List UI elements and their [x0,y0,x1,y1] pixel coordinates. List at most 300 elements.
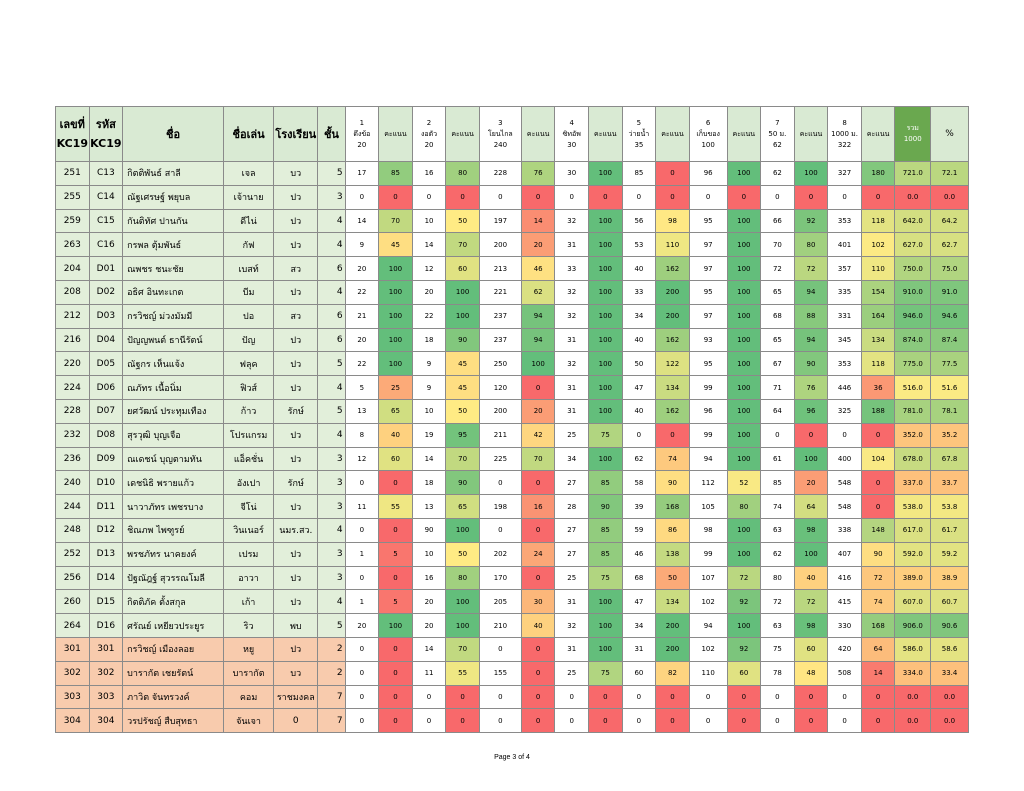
cell-score: 0 [521,661,555,685]
cell-raw: 0 [345,685,379,709]
cell-total: 906.0 [895,614,931,638]
cell-score: 122 [656,352,690,376]
cell-raw: 99 [689,542,727,566]
cell-score: 85 [589,471,623,495]
cell-raw: 96 [689,162,727,186]
table-row [56,495,969,519]
cell-raw: 20 [412,280,446,304]
cell-percent: 77.5 [931,352,969,376]
cell-score: 92 [727,590,761,614]
cell-raw: 40 [622,399,656,423]
cell-code: C13 [89,162,123,186]
cell-score: 45 [379,233,413,257]
cell-school: ปว [274,328,318,352]
cell-raw: 22 [345,280,379,304]
cell-total: 334.0 [895,661,931,685]
cell-id: 220 [56,352,90,376]
cell-score: 118 [861,352,895,376]
cell-raw: 120 [479,376,521,400]
cell-raw: 61 [761,447,795,471]
table-row [56,685,969,709]
cell-raw: 420 [828,637,862,661]
page-footer: Page 3 of 4 [494,754,530,761]
header-score-4: คะแนน [589,107,623,162]
cell-score: 0 [794,709,828,733]
cell-raw: 68 [622,566,656,590]
cell-name: ณภัทร เนื้อนิ่ม [123,376,224,400]
cell-score: 100 [794,542,828,566]
cell-nickname: บีม [223,280,273,304]
cell-raw: 66 [761,209,795,233]
cell-raw: 70 [761,233,795,257]
cell-score: 70 [379,209,413,233]
cell-raw: 22 [412,304,446,328]
cell-raw: 0 [345,185,379,209]
cell-nickname: คอม [223,685,273,709]
header-score-3: คะแนน [521,107,555,162]
cell-raw: 353 [828,352,862,376]
cell-school: สว [274,257,318,281]
header-school: โรงเรียน [274,107,318,162]
cell-total: 352.0 [895,423,931,447]
cell-score: 100 [589,352,623,376]
cell-score: 98 [794,614,828,638]
cell-id: 236 [56,447,90,471]
cell-school: ปว [274,495,318,519]
cell-raw: 0 [345,471,379,495]
cell-score: 100 [727,376,761,400]
cell-score: 100 [727,162,761,186]
cell-name: ศรัณย์ เหยียวประยูร [123,614,224,638]
cell-score: 0 [656,162,690,186]
cell-raw: 31 [555,376,589,400]
cell-score: 70 [446,637,480,661]
cell-grade: 4 [318,376,345,400]
cell-raw: 250 [479,352,521,376]
cell-score: 138 [656,542,690,566]
cell-raw: 99 [689,376,727,400]
cell-nickname: ฟิวส์ [223,376,273,400]
cell-percent: 35.2 [931,423,969,447]
cell-score: 64 [794,495,828,519]
cell-score: 75 [589,661,623,685]
cell-raw: 0 [345,661,379,685]
cell-score: 76 [521,162,555,186]
cell-score: 100 [589,233,623,257]
cell-score: 94 [521,328,555,352]
cell-score: 110 [656,233,690,257]
cell-score: 20 [521,399,555,423]
cell-raw: 14 [412,447,446,471]
cell-raw: 105 [689,495,727,519]
cell-total: 721.0 [895,162,931,186]
cell-raw: 200 [479,399,521,423]
cell-raw: 13 [412,495,446,519]
cell-raw: 17 [345,162,379,186]
cell-score: 80 [446,162,480,186]
cell-score: 14 [521,209,555,233]
cell-score: 0 [521,709,555,733]
cell-code: C15 [89,209,123,233]
cell-score: 0 [446,709,480,733]
table-row [56,637,969,661]
cell-id: 303 [56,685,90,709]
cell-score: 102 [861,233,895,257]
cell-name: กรพล ตุ้มพันธ์ [123,233,224,257]
header-total: รวม 1000 [895,107,931,162]
cell-score: 16 [521,495,555,519]
cell-raw: 95 [689,209,727,233]
cell-raw: 400 [828,447,862,471]
header-event-6: 6 เก็บของ 100 [689,107,727,162]
cell-raw: 0 [622,185,656,209]
cell-raw: 548 [828,471,862,495]
cell-raw: 237 [479,304,521,328]
header-id: เลขที่ KC19 [56,107,90,162]
cell-raw: 20 [345,328,379,352]
header-score-1: คะแนน [379,107,413,162]
cell-score: 100 [589,447,623,471]
cell-score: 75 [589,566,623,590]
table-row [56,233,969,257]
cell-id: 264 [56,614,90,638]
cell-score: 162 [656,257,690,281]
cell-raw: 47 [622,376,656,400]
cell-raw: 0 [622,709,656,733]
cell-raw: 401 [828,233,862,257]
cell-total: 337.0 [895,471,931,495]
cell-raw: 98 [689,518,727,542]
cell-raw: 221 [479,280,521,304]
cell-raw: 331 [828,304,862,328]
cell-raw: 0 [345,637,379,661]
table-row [56,471,969,495]
cell-name: ณเดชน์ บุญตามทัน [123,447,224,471]
cell-score: 100 [727,518,761,542]
cell-score: 52 [727,471,761,495]
header-score-7: คะแนน [794,107,828,162]
cell-score: 0 [727,709,761,733]
table-row [56,590,969,614]
cell-score: 0 [727,185,761,209]
cell-score: 70 [446,447,480,471]
header-event-7: 7 50 ม. 62 [761,107,795,162]
cell-raw: 34 [622,614,656,638]
cell-score: 72 [861,566,895,590]
cell-score: 85 [379,162,413,186]
cell-score: 0 [861,685,895,709]
cell-name: นาวาภัทร เพชรบาง [123,495,224,519]
cell-percent: 33.4 [931,661,969,685]
table-row [56,376,969,400]
cell-raw: 59 [622,518,656,542]
cell-school: บว [274,661,318,685]
cell-score: 0 [861,423,895,447]
cell-score: 50 [446,542,480,566]
cell-score: 0 [521,518,555,542]
cell-code: D11 [89,495,123,519]
cell-score: 100 [379,257,413,281]
cell-score: 100 [727,447,761,471]
cell-raw: 0 [761,685,795,709]
table-row [56,447,969,471]
cell-code: D13 [89,542,123,566]
cell-raw: 74 [761,495,795,519]
cell-score: 24 [521,542,555,566]
cell-score: 62 [521,280,555,304]
cell-score: 200 [656,304,690,328]
cell-total: 627.0 [895,233,931,257]
cell-percent: 64.2 [931,209,969,233]
cell-name: กรวิชญ์ ม่วงมัมมี [123,304,224,328]
cell-score: 100 [446,590,480,614]
cell-raw: 9 [345,233,379,257]
cell-raw: 102 [689,590,727,614]
cell-name: ยศวัฒน์ ประทุมเทือง [123,399,224,423]
cell-score: 100 [727,399,761,423]
cell-score: 94 [794,328,828,352]
cell-score: 100 [794,162,828,186]
cell-raw: 12 [412,257,446,281]
cell-score: 55 [446,661,480,685]
cell-score: 0 [794,423,828,447]
cell-score: 90 [656,471,690,495]
cell-score: 162 [656,328,690,352]
table-row [56,614,969,638]
cell-score: 100 [379,280,413,304]
cell-grade: 4 [318,518,345,542]
cell-percent: 51.6 [931,376,969,400]
cell-raw: 16 [412,162,446,186]
cell-raw: 415 [828,590,862,614]
cell-name: อธิศ อินทะเกต [123,280,224,304]
table-row [56,280,969,304]
cell-raw: 32 [555,209,589,233]
cell-grade: 3 [318,471,345,495]
cell-id: 302 [56,661,90,685]
header-event-3: 3 โยนไกล 240 [479,107,521,162]
cell-score: 100 [446,614,480,638]
cell-name: ณัฐเศรษฐ์ พยุบล [123,185,224,209]
cell-score: 88 [794,304,828,328]
cell-raw: 68 [761,304,795,328]
cell-raw: 353 [828,209,862,233]
cell-raw: 31 [555,637,589,661]
cell-school: ปว [274,566,318,590]
cell-score: 94 [794,280,828,304]
cell-raw: 93 [689,328,727,352]
cell-grade: 6 [318,328,345,352]
cell-raw: 0 [761,185,795,209]
cell-total: 389.0 [895,566,931,590]
cell-code: D04 [89,328,123,352]
cell-total: 946.0 [895,304,931,328]
cell-raw: 97 [689,304,727,328]
cell-nickname: เบสท์ [223,257,273,281]
cell-score: 0 [379,566,413,590]
cell-name: กันติทัศ ปานกัน [123,209,224,233]
cell-raw: 228 [479,162,521,186]
cell-code: D02 [89,280,123,304]
cell-code: D06 [89,376,123,400]
cell-score: 100 [446,304,480,328]
cell-total: 607.0 [895,590,931,614]
cell-score: 75 [589,423,623,447]
cell-score: 100 [727,233,761,257]
cell-name: ณพชร ชนะชัย [123,257,224,281]
cell-score: 0 [861,471,895,495]
cell-score: 100 [589,328,623,352]
cell-id: 224 [56,376,90,400]
cell-name: วรปรัชญ์ สืบสุทธา [123,709,224,733]
cell-nickname: โปรแกรม [223,423,273,447]
cell-raw: 110 [689,661,727,685]
cell-score: 168 [656,495,690,519]
cell-raw: 14 [412,233,446,257]
cell-code: D08 [89,423,123,447]
cell-raw: 20 [412,590,446,614]
cell-percent: 75.0 [931,257,969,281]
cell-score: 5 [379,542,413,566]
cell-score: 134 [861,328,895,352]
cell-raw: 25 [555,661,589,685]
cell-id: 256 [56,566,90,590]
cell-id: 301 [56,637,90,661]
cell-score: 0 [861,185,895,209]
cell-nickname: เก้า [223,590,273,614]
cell-name: ณัฐกร เห็นแจ้ง [123,352,224,376]
cell-raw: 205 [479,590,521,614]
cell-nickname: เจ้านาย [223,185,273,209]
header-row [56,107,969,162]
cell-raw: 72 [761,257,795,281]
cell-id: 259 [56,209,90,233]
cell-score: 94 [521,304,555,328]
cell-score: 100 [589,280,623,304]
cell-raw: 508 [828,661,862,685]
cell-raw: 210 [479,614,521,638]
cell-raw: 32 [555,614,589,638]
cell-grade: 5 [318,614,345,638]
cell-grade: 7 [318,709,345,733]
cell-raw: 0 [345,709,379,733]
cell-raw: 327 [828,162,862,186]
cell-raw: 46 [622,542,656,566]
cell-score: 0 [727,685,761,709]
cell-score: 0 [656,423,690,447]
cell-score: 40 [521,614,555,638]
cell-score: 0 [861,495,895,519]
cell-code: D15 [89,590,123,614]
cell-score: 100 [727,328,761,352]
cell-score: 162 [656,399,690,423]
cell-percent: 0.0 [931,709,969,733]
cell-school: รักษ์ [274,471,318,495]
cell-id: 255 [56,185,90,209]
cell-raw: 0 [828,185,862,209]
cell-nickname: หยู [223,637,273,661]
cell-code: 304 [89,709,123,733]
cell-score: 100 [589,376,623,400]
cell-nickname: เปรม [223,542,273,566]
cell-nickname: อาวา [223,566,273,590]
cell-score: 40 [794,566,828,590]
cell-score: 0 [589,709,623,733]
cell-nickname: อังเปา [223,471,273,495]
cell-score: 0 [521,185,555,209]
cell-score: 180 [861,162,895,186]
cell-raw: 8 [345,423,379,447]
cell-id: 240 [56,471,90,495]
cell-grade: 3 [318,185,345,209]
cell-score: 100 [727,614,761,638]
cell-score: 14 [861,661,895,685]
cell-grade: 5 [318,352,345,376]
cell-name: เดชนิธิ พรายแก้ว [123,471,224,495]
cell-total: 586.0 [895,637,931,661]
cell-grade: 4 [318,590,345,614]
cell-score: 55 [379,495,413,519]
table-row [56,518,969,542]
cell-raw: 0 [479,637,521,661]
cell-raw: 10 [412,399,446,423]
cell-score: 100 [727,423,761,447]
cell-total: 775.0 [895,352,931,376]
cell-raw: 407 [828,542,862,566]
cell-raw: 0 [761,423,795,447]
table-row [56,399,969,423]
cell-score: 100 [379,328,413,352]
cell-total: 781.0 [895,399,931,423]
cell-raw: 28 [555,495,589,519]
header-score-6: คะแนน [727,107,761,162]
cell-nickname: จีโน่ [223,495,273,519]
cell-score: 85 [589,542,623,566]
cell-raw: 31 [555,590,589,614]
cell-school: ปว [274,209,318,233]
cell-percent: 60.7 [931,590,969,614]
cell-score: 100 [589,399,623,423]
cell-percent: 38.9 [931,566,969,590]
cell-raw: 85 [622,162,656,186]
cell-grade: 4 [318,280,345,304]
cell-score: 98 [794,518,828,542]
cell-score: 0 [521,685,555,709]
header-event-4: 4 ซิทอัพ 30 [555,107,589,162]
cell-grade: 4 [318,233,345,257]
cell-name: ภาวิต จันทรวงค์ [123,685,224,709]
table-row [56,257,969,281]
cell-raw: 62 [761,162,795,186]
table-row [56,566,969,590]
cell-score: 5 [379,590,413,614]
cell-school: สว [274,304,318,328]
cell-id: 252 [56,542,90,566]
cell-percent: 90.6 [931,614,969,638]
cell-school: ปว [274,423,318,447]
cell-id: 216 [56,328,90,352]
cell-raw: 95 [689,352,727,376]
header-nickname: ชื่อเล่น [223,107,273,162]
header-event-2: 2 งอตัว 20 [412,107,446,162]
cell-score: 100 [727,304,761,328]
table-body [56,162,969,733]
cell-name: กิตติพันธ์ สาลี [123,162,224,186]
cell-raw: 78 [761,661,795,685]
cell-raw: 0 [689,709,727,733]
cell-score: 100 [446,518,480,542]
cell-score: 70 [521,447,555,471]
